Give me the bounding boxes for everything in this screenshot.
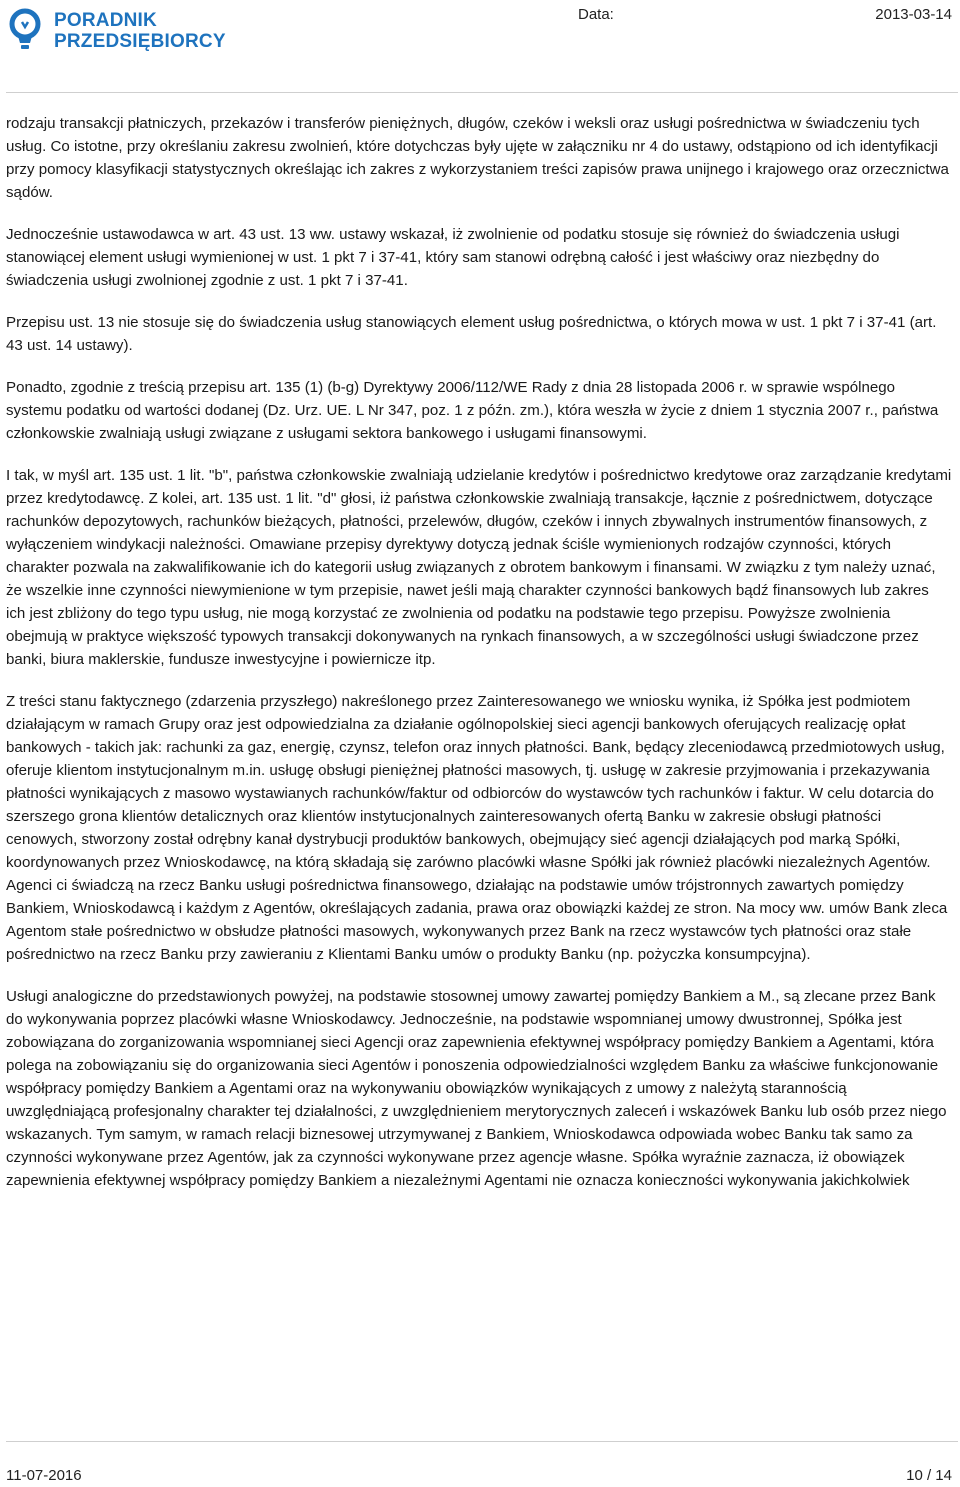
- logo-text: [54, 10, 226, 52]
- date-label: Data:: [578, 6, 614, 23]
- paragraph: Jednocześnie ustawodawca w art. 43 ust. 13 ww. ustawy wskazał, iż zwolnienie od podatku stosuje się również do świadczenia usługi stanowiącej element usługi wymienionej w ust. 1 pkt 7 i 37-41, który sam stanowi odrębną całość i jest właściwy oraz niezbędny do świadczenia usługi zwolnionej zgodnie z ust. 1 pkt 7 i 37-41.: [6, 226, 900, 289]
- paragraph: Usługi analogiczne do przedstawionych powyżej, na podstawie stosownej umowy zawartej pomiędzy Bankiem a M., są zlecane przez Bank do wykonywania poprzez placówki własne Wnioskodawcy. Jednocześnie, na podstawie wspomnianej umowy dwustronnej, Spółka jest zobowiązana do zorganizowania wspomnianej sieci Agencji oraz zapewnienia efektywnej współpracy pomiędzy Bankiem a Agentami, która polega na zobowiązaniu się do organizowania sieci Agentów i ponoszenia odpowiedzialności względem Banku za właściwe funkcjonowanie współpracy pomiędzy Bankiem a Agentami oraz na wykonywaniu obowiązków wynikających z umowy z należytą starannością uwzględniającą profesjonalny charakter tej działalności, z uwzględnieniem merytorycznych zaleceń i wskazówek Banku lub osób przez niego wskazanych. Tym samym, w ramach relacji biznesowej utrzymywanej z Bankiem, Wnioskodawca odpowiada wobec Banku tak samo za czynności wykonywane przez Agentów, jak za czynności wykonywane przez agencje własne. Spółka wyraźnie zaznacza, iż obowiązek zapewnienia efektywnej współpracy pomiędzy Bankiem a niezależnymi Agentami nie oznacza konieczności wykonywania jakichkolwiek: [6, 988, 947, 1189]
- page-header: [0, 0, 960, 62]
- page-number: 10 / 14: [906, 1467, 952, 1484]
- logo-line-2: PRZEDSIĘBIORCY: [54, 31, 226, 52]
- paragraph: Z treści stanu faktycznego (zdarzenia przyszłego) nakreślonego przez Zainteresowanego we wniosku wynika, iż Spółka jest podmiotem działającym w ramach Grupy oraz jest odpowiedzialna za działanie ogólnopolskiej sieci agencji bankowych oferujących realizację opłat bankowych - takich jak: rachunki za gaz, energię, czynsz, telefon oraz innych płatności. Bank, będący zleceniodawcą przedmiotowych usług, oferuje klientom instytucjonalnym m.in. usługę obsługi pieniężnej płatności masowych, tj. usługę w zakresie przyjmowania i przekazywania płatności wynikających z masowo wystawianych rachunków/faktur od odbiorców do wystawców tych rachunków i faktur. W celu dotarcia do szerszego grona klientów detalicznych oraz klientów instytucjonalnych zainteresowanych ofertą Banku w zakresie obsługi płatności cenowych, stworzony został odrębny kanał dystrybucji produktów bankowych, obejmujący sieć agencji działających pod marką Spółki, koordynowanych przez Wnioskodawcę, na którą składają się zarówno placówki własne Spółki jak również placówki niezależnych Agentów. Agenci ci świadczą na rzecz Banku usługi pośrednictwa finansowego, działając na podstawie umów trójstronnych zawartych pomiędzy Bankiem, Wnioskodawcą i każdym z Agentów, określających zadania, prawa oraz obowiązki każdej ze stron. Na mocy ww. umów Bank zleca Agentom stałe pośrednictwo w obsłudze płatności masowych, wykonywanych przez Bank na rzecz wystawców tych płatności oraz stałe pośrednictwo na rzecz Banku przy zawieraniu z Klientami Banku umów o produkty Banku (np. pożyczka konsumpcyjna).: [6, 693, 948, 963]
- document-body: [6, 112, 952, 1211]
- logo[interactable]: [6, 6, 236, 56]
- footer-divider: [6, 1441, 958, 1442]
- lightbulb-icon: [6, 6, 46, 52]
- paragraph: Przepisu ust. 13 nie stosuje się do świadczenia usług stanowiących element usług pośrednictwa, o których mowa w ust. 1 pkt 7 i 37-41 (art. 43 ust. 14 ustawy).: [6, 314, 937, 354]
- paragraph: I tak, w myśl art. 135 ust. 1 lit. "b", państwa członkowskie zwalniają udzielanie kredytów i pośrednictwo kredytowe oraz zarządzanie kredytami przez kredytodawcę. Z kolei, art. 135 ust. 1 lit. "d" głosi, iż państwa członkowskie zwalniają transakcje, łącznie z pośrednictwem, dotyczące rachunków depozytowych, rachunków bieżących, płatności, przelewów, długów, czeków i innych zbywalnych instrumentów finansowych, z wyłączeniem windykacji należności. Omawiane przepisy dyrektywy dotyczą jednak ściśle wymienionych rodzajów czynności, których charakter pozwala na zakwalifikowanie ich do kategorii usług związanych z obrotem bankowym i finansami. W związku z tym należy uznać, że wszelkie inne czynności niewymienione w tym przepisie, nawet jeśli mają charakter czynności bankowych bądź finansowych lub zakres ich jest zbliżony do tego typu usług, nie mogą korzystać ze zwolnienia od podatku na podstawie tego przepisu. Powyższe zwolnienia obejmują w praktyce większość typowych transakcji dokonywanych na rynkach finansowych, a w szczególności usługi świadczone przez banki, biura maklerskie, fundusze inwestycyjne i powiernicze itp.: [6, 467, 952, 668]
- date-value: 2013-03-14: [875, 6, 952, 23]
- footer-date: 11-07-2016: [6, 1467, 82, 1484]
- logo-line-1: PORADNIK: [54, 10, 157, 31]
- paragraph: Ponadto, zgodnie z treścią przepisu art. 135 (1) (b-g) Dyrektywy 2006/112/WE Rady z dnia 28 listopada 2006 r. w sprawie wspólnego systemu podatku od wartości dodanej (Dz. Urz. UE. L Nr 347, poz. 1 z późn. zm.), która weszła w życie z dniem 1 stycznia 2007 r., państwa członkowskie zwalniają usługi związane z usługami sektora bankowego i usługami finansowymi.: [6, 379, 939, 442]
- paragraph: rodzaju transakcji płatniczych, przekazów i transferów pieniężnych, długów, czeków i weksli oraz usługi pośrednictwa w świadczeniu tych usług. Co istotne, przy określaniu zakresu zwolnień, które dotychczas były ujęte w załączniku nr 4 do ustawy, odstąpiono od ich identyfikacji przy pomocy klasyfikacji statystycznych określając ich zakres z wykorzystaniem treści zapisów prawa unijnego i krajowego oraz orzecznictwa sądów.: [6, 115, 949, 201]
- header-divider: [6, 92, 958, 93]
